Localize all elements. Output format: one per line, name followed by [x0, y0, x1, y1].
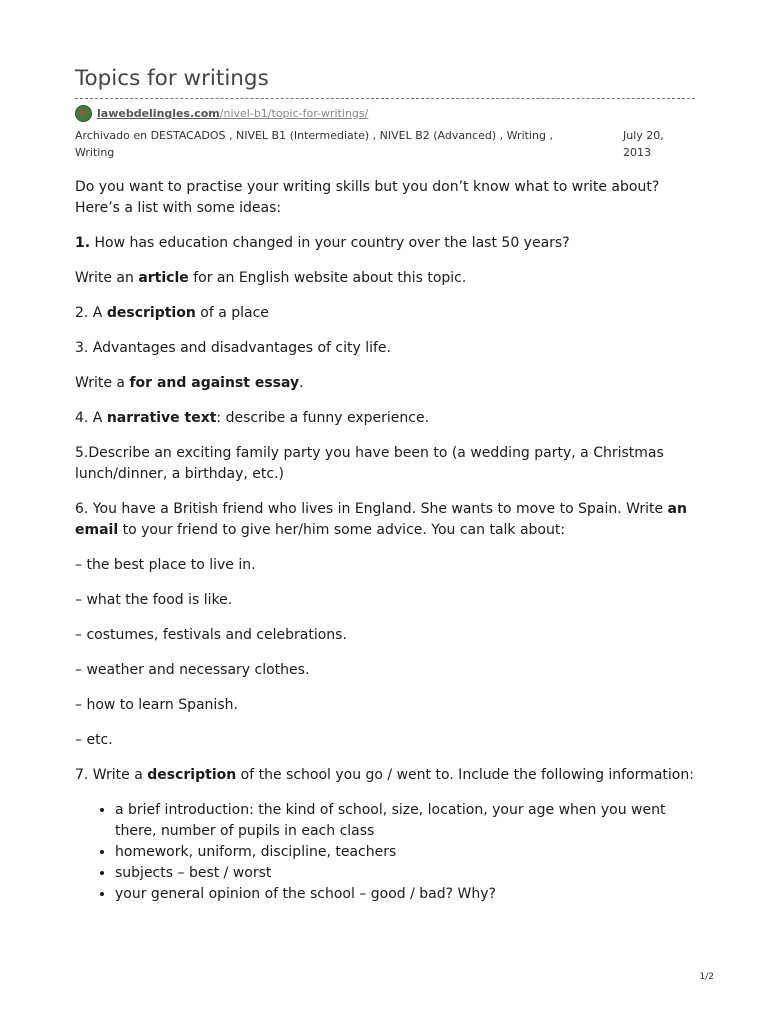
topic-1-task-lead: Write an	[75, 270, 139, 286]
topic-1-task	[75, 268, 695, 289]
topic-6	[75, 499, 695, 541]
topic-7-bullet-list	[75, 800, 695, 905]
topic-6-point: – costumes, festivals and celebrations.	[75, 627, 347, 643]
site-favicon-icon	[75, 105, 92, 122]
topic-4	[75, 408, 695, 429]
topic-2-rest: of a place	[195, 305, 269, 321]
topic-2	[75, 303, 695, 324]
topic-1	[75, 233, 695, 254]
topic-6-point: – the best place to live in.	[75, 557, 256, 573]
source-domain[interactable]: lawebdelingles.com	[97, 107, 220, 120]
page-title: Topics for writings	[75, 66, 269, 91]
source-link[interactable]	[75, 105, 368, 122]
post-date: July 20, 2013	[623, 129, 664, 159]
topic-4-type: narrative text	[106, 410, 217, 426]
post-meta	[75, 127, 695, 161]
title-divider	[75, 98, 695, 99]
topic-4-lead: 4. A	[75, 410, 107, 426]
topic-6-point: – weather and necessary clothes.	[75, 662, 310, 678]
post-categories: Archivado en DESTACADOS , NIVEL B1 (Intermediate) , NIVEL B2 (Advanced) , Writing , Writing	[75, 129, 553, 159]
topic-3-task	[75, 373, 695, 394]
topic-7-type: description	[147, 767, 237, 783]
topic-6-type: an email	[75, 501, 687, 538]
topic-2-lead: 2. A	[75, 305, 107, 321]
topic-4-rest: : describe a funny experience.	[216, 410, 430, 426]
list-item: • a brief introduction: the kind of school, size, location, your age when you went there, number of pupils in each class	[115, 800, 695, 842]
source-path[interactable]: /nivel-b1/topic-for-writings/	[219, 107, 369, 120]
topic-2-type: description	[106, 305, 196, 321]
topic-1-text: How has education changed in your country over the last 50 years?	[90, 235, 570, 251]
topic-6-rest: to your friend to give her/him some advice. You can talk about:	[118, 522, 566, 538]
topic-3: 3. Advantages and disadvantages of city life.	[75, 340, 391, 356]
topic-6-lead: 6. You have a British friend who lives in England. She wants to move to Spain. Write	[75, 501, 668, 517]
topic-5: 5.Describe an exciting family party you have been to (a wedding party, a Christmas lunch/dinner, a birthday, etc.)	[75, 445, 664, 482]
topic-1-task-type: article	[138, 270, 189, 286]
topic-6-point: – etc.	[75, 732, 113, 748]
topic-7-rest: of the school you go / went to. Include the following information:	[236, 767, 694, 783]
topic-3-task-type: for and against essay	[129, 375, 300, 391]
topic-6-point: – what the food is like.	[75, 592, 233, 608]
list-item: • subjects – best / worst	[115, 863, 695, 884]
topic-3-task-lead: Write a	[75, 375, 130, 391]
topic-7	[75, 765, 695, 786]
topic-6-point: – how to learn Spanish.	[75, 697, 238, 713]
topic-1-task-rest: for an English website about this topic.	[188, 270, 467, 286]
list-item: • homework, uniform, discipline, teachers	[115, 842, 695, 863]
article-body	[75, 177, 695, 905]
topic-3-task-rest: .	[299, 375, 304, 391]
page-number: 1/2	[699, 972, 714, 982]
topic-7-lead: 7. Write a	[75, 767, 148, 783]
intro-paragraph: Do you want to practise your writing skills but you don’t know what to write about? Here’s a list with some ideas:	[75, 179, 660, 216]
list-item: • your general opinion of the school – good / bad? Why?	[115, 884, 695, 905]
topic-1-number: 1.	[75, 235, 91, 251]
